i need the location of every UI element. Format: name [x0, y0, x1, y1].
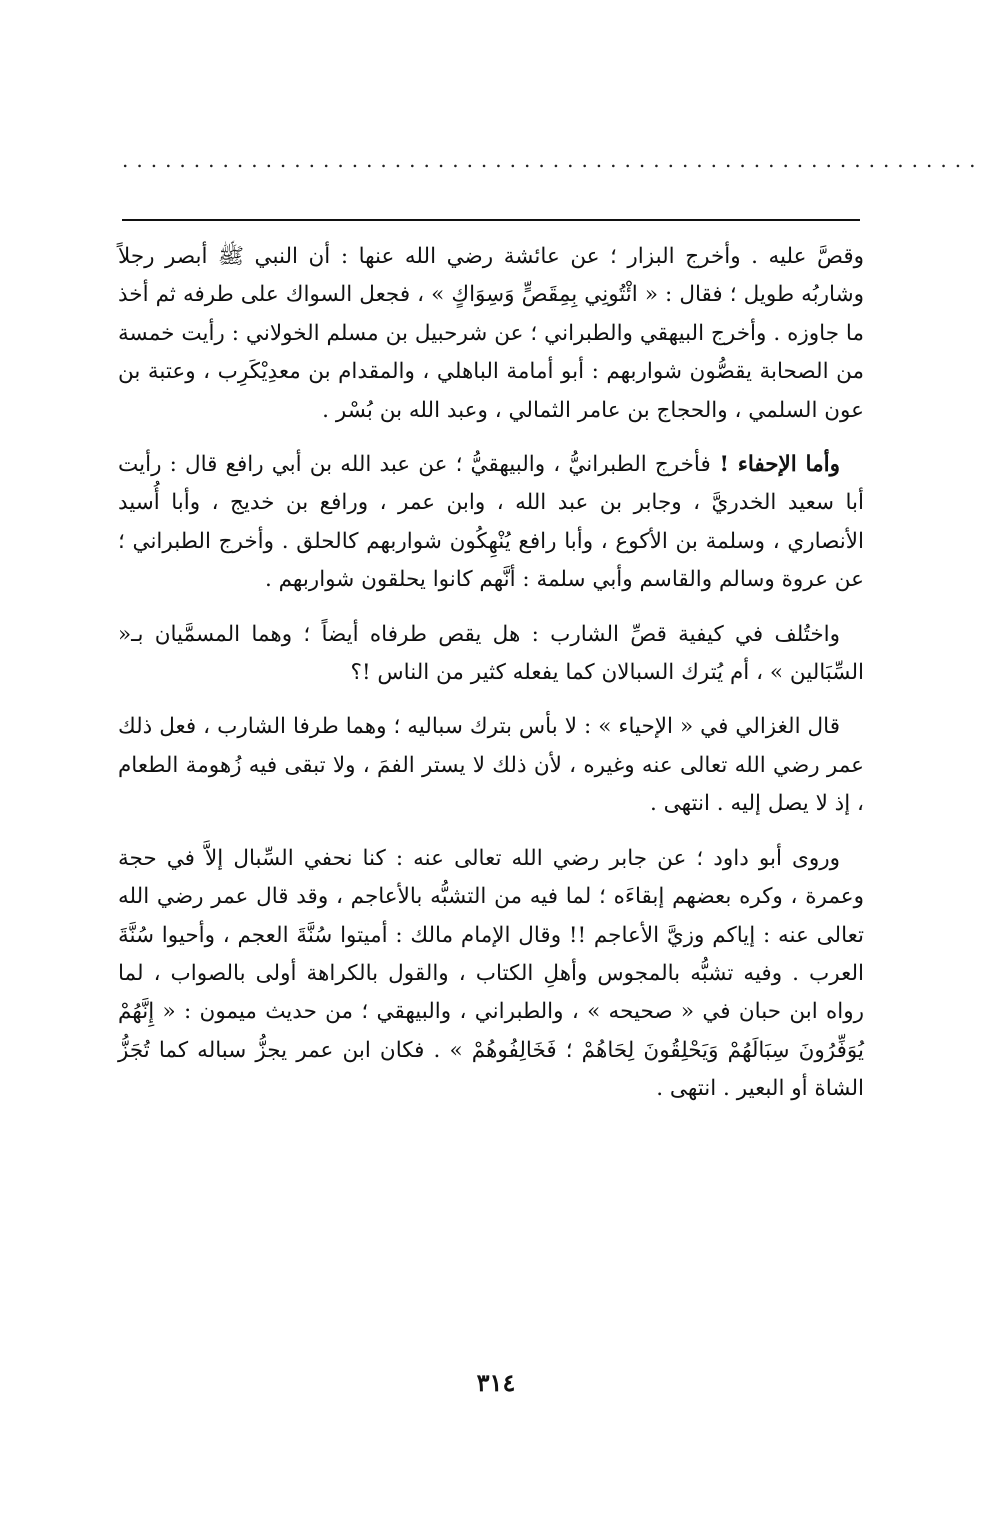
- paragraph-2: [118, 446, 864, 600]
- paragraph-1: وقصَّ عليه . وأخرج البزار ؛ عن عائشة رضي الله عنها : أن النبي ﷺ أبصر رجلاً وشاربُه طويل ؛ فقال : « ائْتُونِي بِمِقَصٍّ وَسِوَاكٍ » ، فجعل السواك على طرفه ثم أخذ ما جاوزه . وأخرج البيهقي والطبراني ؛ عن شرحبيل بن مسلم الخولاني : رأيت خمسة من الصحابة يقصُّون شواربهم : أبو أمامة الباهلي ، والمقدام بن معدِيْكَرِب ، وعتبة بن عون السلمي ، والحجاج بن عامر الثمالي ، وعبد الله بن بُسْر .: [118, 244, 864, 423]
- paragraph-4: قال الغزالي في « الإحياء » : لا بأس بترك سباليه ؛ وهما طرفا الشارب ، فعل ذلك عمر رضي الله تعالى عنه وغيره ، لأن ذلك لا يستر الفمَ ، ولا تبقى فيه زُهومة الطعام ، إذ لا يصل إليه . انتهى .: [118, 714, 864, 817]
- paragraph-2-lead: وأما الإحفاء !: [710, 452, 840, 478]
- paragraph-3: واختُلف في كيفية قصِّ الشارب : هل يقص طرفاه أيضاً ؛ وهما المسمَّيان بـ« السِّبَالين » ، أم يُترك السبالان كما يفعله كثير من الناس !؟: [118, 621, 864, 686]
- paragraph-2-text: فأخرج الطبرانيُّ ، والبيهقيُّ ؛ عن عبد الله بن أبي رافع قال : رأيت أبا سعيد الخدريَّ ، وجابر بن عبد الله ، وابن عمر ، ورافع بن خديج ، وأبا أُسيد الأنصاري ، وسلمة بن الأكوع ، وأبا رافع يُنْهِكُون شواربهم كالحلق . وأخرج الطبراني ؛ عن عروة وسالم والقاسم وأبي سلمة : أنَّهم كانوا يحلقون شواربهم .: [118, 452, 864, 593]
- page-number: ٣١٤: [476, 1368, 516, 1397]
- header-rule: [122, 219, 860, 221]
- page-body: [118, 238, 864, 1125]
- footnote-separator-dots: ............................................................: [122, 148, 984, 172]
- paragraph-5: وروى أبو داود ؛ عن جابر رضي الله تعالى عنه : كنا نحفي السِّبال إلاَّ في حجة وعمرة ، وكره بعضهم إبقاءَه ؛ لما فيه من التشبُّه بالأعاجم ، وقد قال عمر رضي الله تعالى عنه : إياكم وزيَّ الأعاجم !! وقال الإمام مالك : أميتوا سُنَّةَ العجم ، وأحيوا سُنَّةَ العرب . وفيه تشبُّه بالمجوس وأهلِ الكتاب ، والقول بالكراهة أولى بالصواب ، لما رواه ابن حبان في « صحيحه » ، والطبراني ، والبيهقي ؛ من حديث ميمون : « إِنَّهُمْ يُوَفِّرُونَ سِبَالَهُمْ وَيَحْلِقُونَ لِحَاهُمْ ؛ فَخَالِفُوهُمْ » . فكان ابن عمر يجزُّ سباله كما تُجَزُّ الشاة أو البعير . انتهى .: [118, 845, 864, 1102]
